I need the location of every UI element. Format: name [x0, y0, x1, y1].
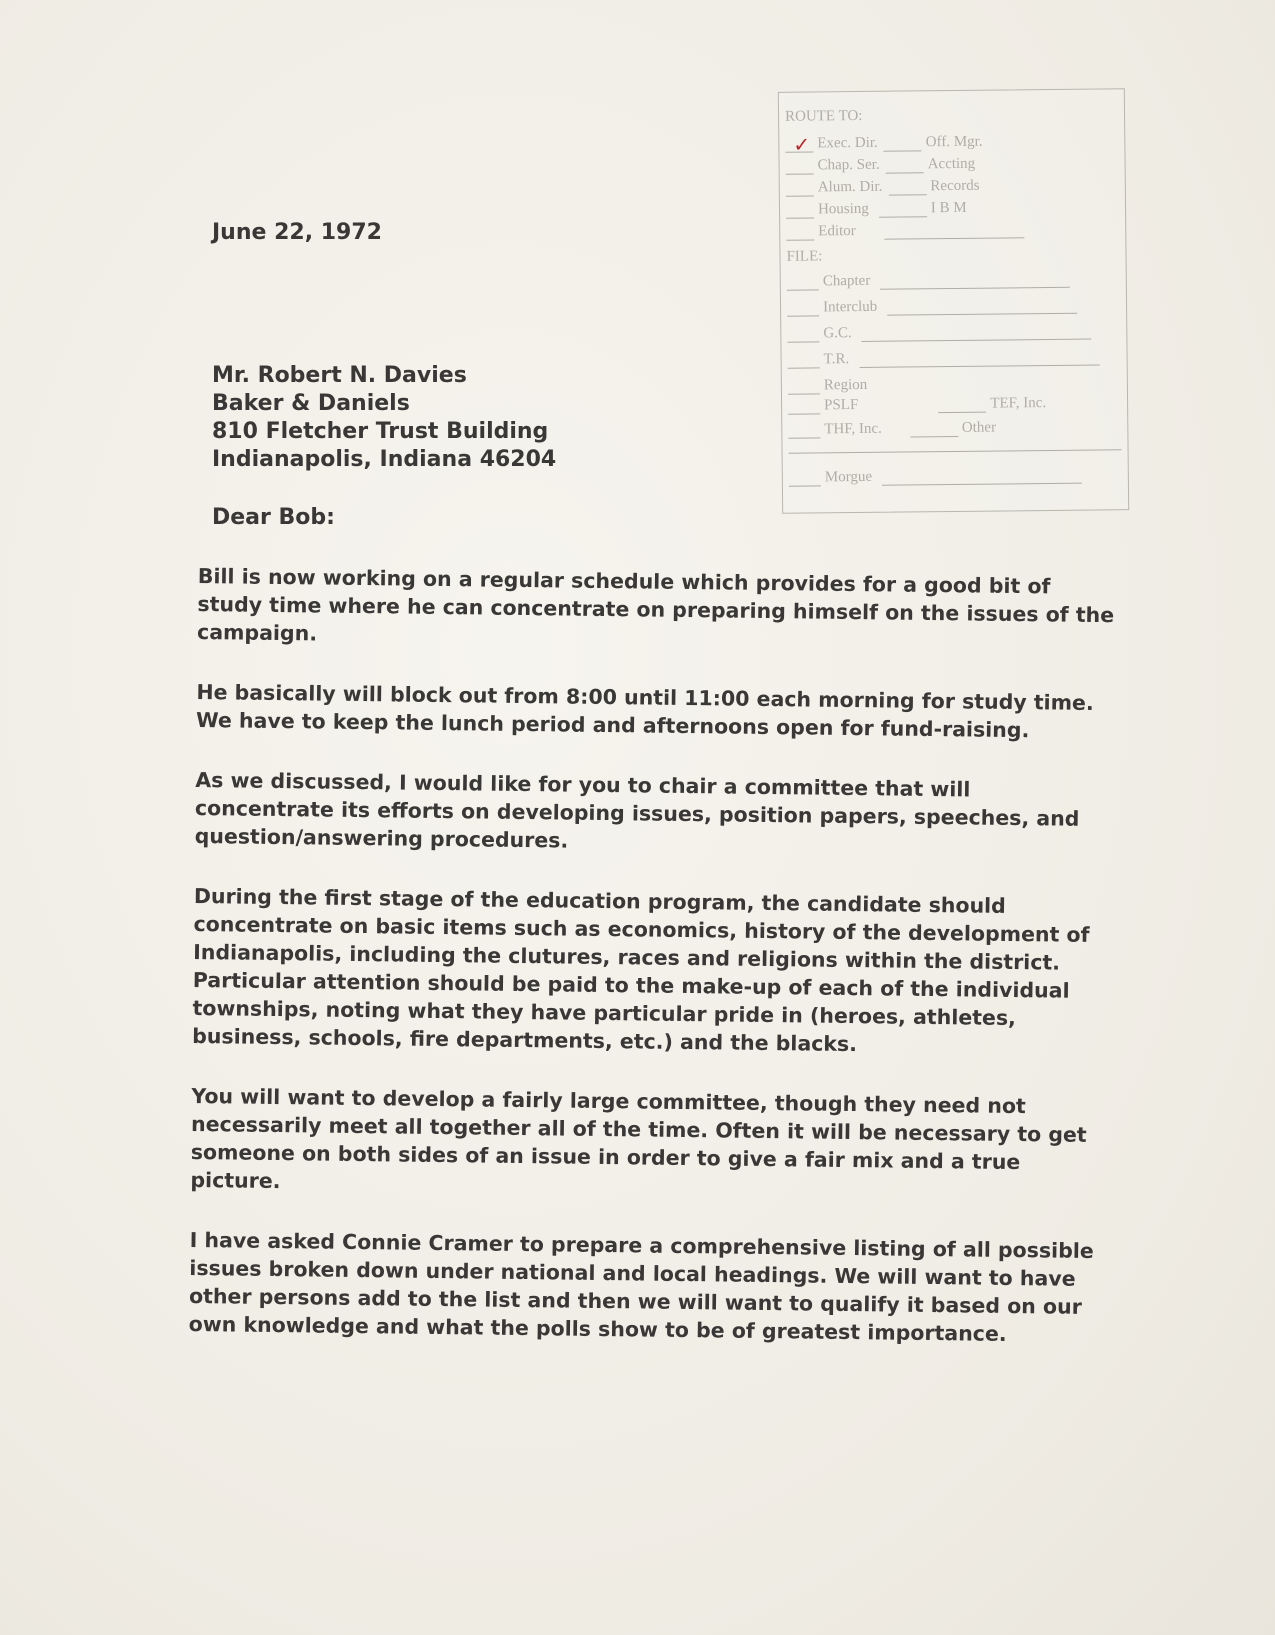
checkmark-icon: ✓ — [793, 134, 811, 157]
route-item: Alum. Dir. — [817, 178, 883, 196]
route-item: Off. Mgr. — [925, 133, 983, 151]
file-item: PSLF — [824, 397, 859, 414]
route-item: Housing — [817, 200, 869, 218]
file-item: G.C. — [823, 325, 852, 342]
salutation: Dear Bob: — [212, 505, 335, 530]
recipient-street: 810 Fletcher Trust Building — [212, 419, 549, 444]
body-paragraph: He basically will block out from 8:00 until 11:00 each morning for study time. We have to keep the lunch period and afternoons open for fund-raising. — [195, 679, 1094, 743]
file-item: T.R. — [823, 351, 850, 368]
body-paragraph: During the first stage of the education program, the candidate should concentrate on basic items such as economics, history of the development of Indianapolis, including the clutures, races and religions within the district. Particular attention should be paid to the make-up of each of the individual townships, noting what they have particular pride in (heroes, athletes, business, schools, fire departments, etc.) and the blacks. — [192, 883, 1090, 1057]
recipient-city: Indianapolis, Indiana 46204 — [212, 447, 557, 472]
file-row — [788, 413, 1118, 438]
route-item: Exec. Dir. — [817, 134, 878, 152]
file-row — [787, 343, 1117, 368]
route-stamp-header: ROUTE TO: — [784, 107, 863, 125]
route-stamp — [778, 88, 1129, 514]
file-item: Other — [961, 419, 997, 436]
recipient-address — [212, 362, 556, 474]
file-row — [788, 389, 1118, 414]
file-row — [789, 461, 1119, 486]
file-row — [787, 291, 1117, 316]
route-item: Accting — [927, 155, 976, 173]
recipient-company: Baker & Daniels — [212, 391, 410, 416]
file-item: Chapter — [822, 272, 871, 290]
file-header: FILE: — [786, 248, 823, 265]
file-item: Interclub — [822, 298, 878, 316]
route-row — [786, 215, 1116, 240]
route-item: Editor — [818, 223, 856, 240]
body-paragraph: You will want to develop a fairly large committee, though they need not necessarily meet all together all of the time. Often it will be necessary to get someone on both sides of an issue in order to give a fair mix and a true picture. — [190, 1083, 1087, 1194]
stamp-divider — [789, 449, 1122, 453]
route-item: Records — [930, 177, 980, 195]
recipient-name: Mr. Robert N. Davies — [212, 363, 467, 388]
route-item: I B M — [930, 199, 967, 217]
file-row — [787, 265, 1117, 290]
file-item: TEF, Inc. — [990, 395, 1047, 412]
body-paragraph: Bill is now working on a regular schedule which provides for a good bit of study time where he can concentrate on preparing himself on the issues of the campaign. — [196, 563, 1115, 646]
letter-date: June 22, 1972 — [212, 220, 382, 245]
route-item: Chap. Ser. — [817, 156, 880, 174]
file-item: Region — [823, 376, 868, 394]
file-item: THF, Inc. — [824, 420, 882, 438]
file-item: Morgue — [824, 468, 873, 486]
body-paragraph: I have asked Connie Cramer to prepare a comprehensive listing of all possible issues broken down under national and local headings. We will want to have other persons add to the list and then we will want to qualify it based on our own knowledge and what the polls show to be of greatest importance. — [188, 1227, 1094, 1346]
letter-body — [188, 562, 1118, 1381]
body-paragraph: As we discussed, I would like for you to chair a committee that will concentrate its efforts on developing issues, position papers, speeches, and question/answering procedures. — [194, 767, 1080, 853]
file-row — [787, 317, 1117, 342]
